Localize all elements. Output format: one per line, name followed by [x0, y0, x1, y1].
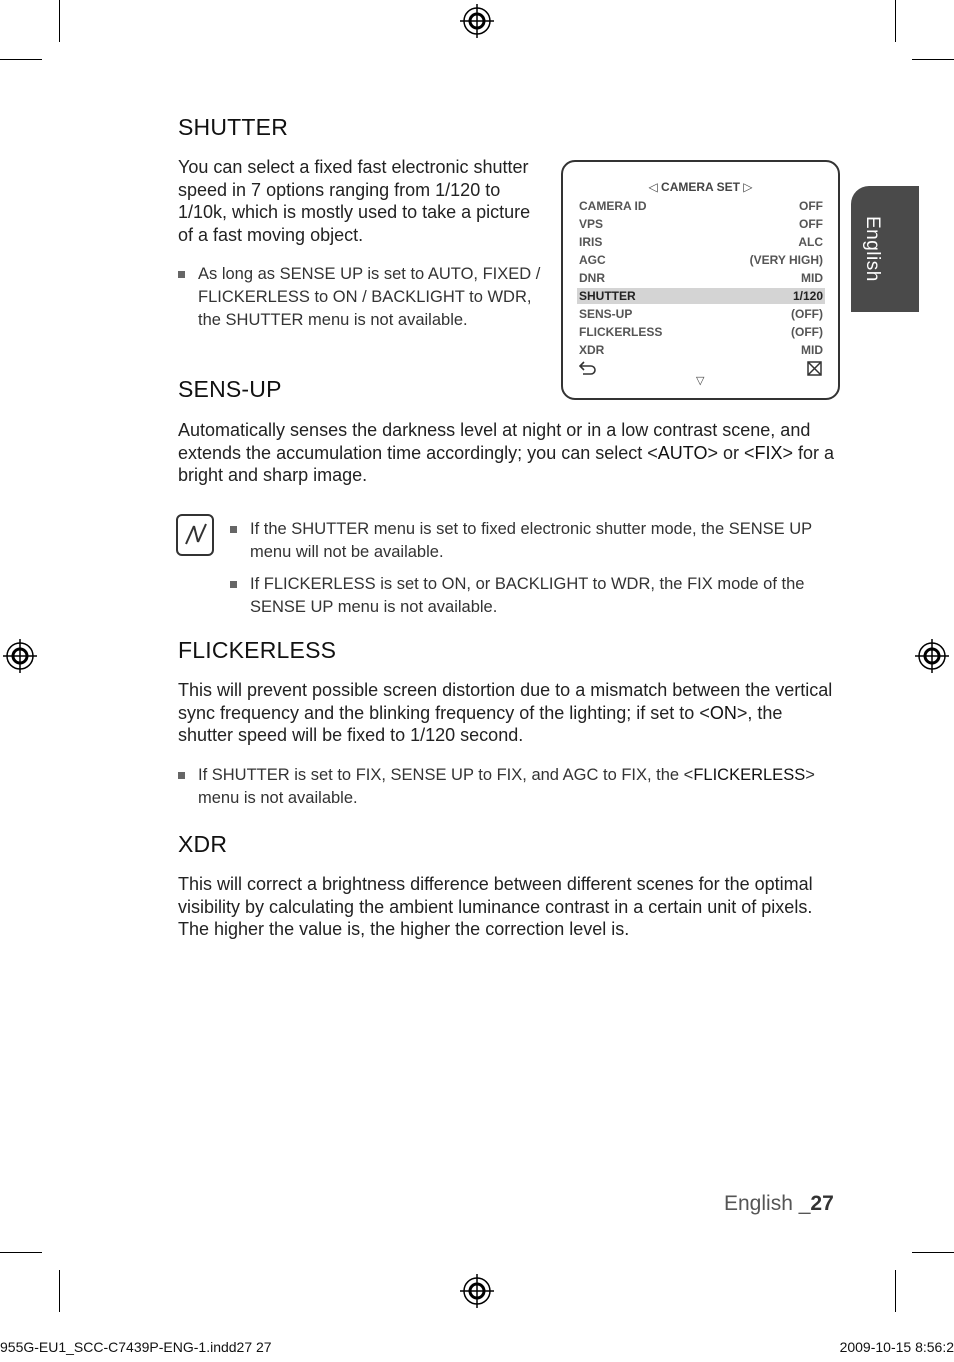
crop-mark — [912, 1252, 954, 1253]
osd-row — [577, 342, 825, 358]
osd-row-value: 1/120 — [792, 289, 823, 303]
flickerless-note — [178, 764, 848, 810]
crop-mark — [895, 1270, 896, 1312]
section-heading-flickerless: FLICKERLESS — [178, 637, 337, 663]
flickerless-keyword: FLICKERLESS — [693, 766, 806, 784]
flickerless-note-text: If SHUTTER is set to FIX, SENSE UP to FIX, and AGC to FIX, the < — [198, 766, 694, 784]
osd-row — [577, 252, 825, 268]
section-heading-shutter: SHUTTER — [178, 114, 289, 140]
osd-row-value: MID — [801, 271, 823, 285]
osd-row-label: XDR — [579, 343, 605, 357]
registration-mark-icon — [915, 639, 949, 673]
sensup-description — [178, 419, 838, 487]
page-number — [724, 1192, 834, 1216]
sensup-note — [230, 573, 850, 619]
bullet-icon — [178, 772, 185, 779]
osd-row-selected — [577, 288, 825, 304]
osd-title — [563, 180, 838, 194]
note-icon — [176, 514, 214, 556]
osd-title-text: CAMERA SET — [661, 180, 740, 194]
left-arrow-icon: ◁ — [648, 180, 662, 194]
crop-mark — [0, 1252, 42, 1253]
camera-set-osd-menu — [561, 160, 840, 400]
flickerless-text: >, the shutter speed will be fixed to 1/120 second. — [178, 702, 783, 745]
pencil-icon — [178, 516, 212, 554]
crop-mark — [912, 59, 954, 60]
right-arrow-icon: ▷ — [739, 180, 753, 194]
sensup-note-text: If the SHUTTER menu is set to fixed electronic shutter mode, the SENSE UP menu will not be available. — [250, 520, 812, 561]
page-number-prefix: English _ — [724, 1192, 811, 1215]
crop-mark — [0, 59, 42, 60]
osd-row-value: OFF — [799, 199, 823, 213]
osd-row — [577, 216, 825, 232]
osd-row-value: (VERY HIGH) — [749, 253, 823, 267]
language-tab — [851, 186, 919, 312]
print-slug-left: 955G-EU1_SCC-C7439P-ENG-1.indd27 27 — [0, 1339, 272, 1355]
bullet-icon — [230, 581, 237, 588]
sensup-note-text: If FLICKERLESS is set to ON, or BACKLIGHT to WDR, the FIX mode of the SENSE UP menu is not available. — [250, 575, 805, 616]
shutter-description: You can select a fixed fast electronic shutter speed in 7 options ranging from 1/120 to 1/10k, which is mostly used to take a picture of a fast moving object. — [178, 157, 531, 245]
bullet-icon — [230, 526, 237, 533]
sensup-text: > or < — [707, 442, 755, 463]
print-slug-right: 2009-10-15 8:56:2 — [839, 1339, 954, 1355]
fix-keyword: FIX — [754, 442, 783, 463]
flickerless-text: This will prevent possible screen distortion due to a mismatch between the vertical sync frequency and the blinking frequency of the lighting; if set to < — [178, 680, 833, 723]
osd-row-value: OFF — [799, 217, 823, 231]
osd-row-label: IRIS — [579, 235, 603, 249]
osd-row-value: (OFF) — [791, 325, 823, 339]
osd-row-value: ALC — [798, 235, 823, 249]
language-tab-label: English — [862, 216, 883, 282]
xdr-description: This will correct a brightness difference between different scenes for the optimal visibility by calculating the ambient luminance contrast in a certain unit of pixels. The higher the value is, the higher the correction level is. — [178, 874, 813, 939]
osd-row-label: DNR — [579, 271, 605, 285]
shutter-note — [178, 263, 548, 332]
bullet-icon — [178, 271, 185, 278]
page-number-value: 27 — [810, 1192, 834, 1215]
sensup-text: > for a bright and sharp image. — [178, 442, 835, 485]
crop-mark — [895, 0, 896, 42]
osd-row — [577, 324, 825, 340]
osd-row-label: VPS — [579, 217, 604, 231]
scroll-down-icon: ▽ — [696, 375, 705, 387]
osd-row — [577, 234, 825, 250]
on-keyword: ON — [709, 702, 737, 723]
osd-row-label: SENS-UP — [579, 307, 633, 321]
osd-row-value: (OFF) — [791, 307, 823, 321]
return-icon — [579, 360, 597, 376]
osd-row-label: AGC — [579, 253, 606, 267]
osd-row-label: FLICKERLESS — [579, 325, 663, 339]
section-heading-xdr: XDR — [178, 831, 228, 857]
registration-mark-icon — [460, 1274, 494, 1308]
crop-mark — [59, 0, 60, 42]
osd-row-label: SHUTTER — [579, 289, 636, 303]
sensup-text: Automatically senses the darkness level at night or in a low contrast scene, and extends the accumulation time accordingly; you can select < — [178, 420, 811, 463]
auto-keyword: AUTO — [657, 442, 708, 463]
osd-row — [577, 306, 825, 322]
osd-row-label: CAMERA ID — [579, 199, 647, 213]
osd-row-value: MID — [801, 343, 823, 357]
osd-row — [577, 198, 825, 214]
registration-mark-icon — [3, 639, 37, 673]
crop-mark — [59, 1270, 60, 1312]
shutter-note-text: As long as SENSE UP is set to AUTO, FIXED / FLICKERLESS to ON / BACKLIGHT to WDR, the SHUTTER menu is not available. — [198, 265, 541, 329]
registration-mark-icon — [460, 4, 494, 38]
flickerless-description — [178, 679, 840, 747]
osd-row — [577, 270, 825, 286]
flickerless-note-text: > menu is not available. — [198, 766, 815, 807]
sensup-note — [230, 518, 850, 564]
section-heading-sensup: SENS-UP — [178, 376, 282, 402]
close-box-icon — [807, 361, 822, 376]
